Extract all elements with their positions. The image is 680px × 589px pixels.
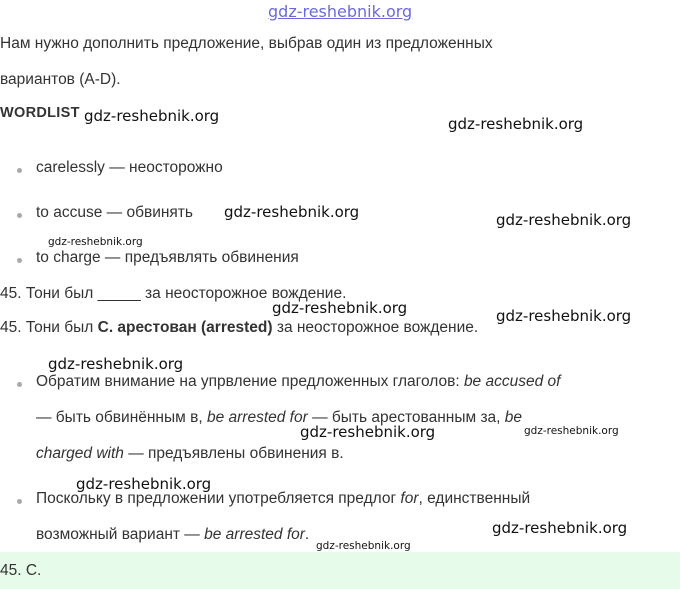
watermark: gdz-reshebnik.org (316, 540, 411, 552)
explanation-line (36, 445, 344, 463)
question-text: 45. Тони был _____ за неосторожное вождение. (0, 285, 347, 302)
watermark: gdz-reshebnik.org (272, 299, 408, 317)
watermark: gdz-reshebnik.org (76, 475, 212, 493)
wordlist-item: to charge — предъявлять обвинения (36, 249, 299, 266)
solution-suffix: за неосторожное вождение. (272, 319, 479, 336)
watermark: gdz-reshebnik.org (224, 203, 360, 221)
wordlist-heading: WORDLIST (0, 105, 80, 121)
bullet-dot-icon (17, 382, 22, 387)
explanation-text: — быть арестованным за, (307, 409, 505, 426)
explanation-text: Обратим внимание на упрвление предложенных глаголов: (36, 373, 464, 390)
explanation-line (36, 373, 560, 391)
watermark: gdz-reshebnik.org (84, 107, 220, 125)
explanation-text: — быть обвинённым в, (36, 409, 207, 426)
explanation-phrase: charged with (36, 445, 124, 462)
watermark-top-link[interactable]: gdz-reshebnik.org (268, 2, 413, 21)
explanation-line (36, 490, 530, 508)
bullet-dot-icon (17, 213, 22, 218)
bullet-dot-icon (17, 258, 22, 263)
watermark: gdz-reshebnik.org (492, 519, 628, 537)
final-answer: 45. C. (0, 562, 42, 579)
explanation-text: . (304, 526, 310, 543)
solution-answer: C. арестован (arrested) (97, 319, 273, 336)
intro-line-1: Нам нужно дополнить предложение, выбрав один из предложенных (0, 35, 493, 52)
explanation-phrase: be arrested for (204, 526, 305, 543)
explanation-text: Поскольку в предложении употребляется предлог (36, 490, 401, 507)
solution-prefix: 45. Тони был (0, 319, 98, 336)
wordlist-item: carelessly — неосторожно (36, 159, 223, 176)
watermark: gdz-reshebnik.org (300, 423, 436, 441)
explanation-text: возможный вариант — (36, 526, 205, 543)
explanation-phrase: be arrested for (206, 409, 308, 426)
explanation-line (36, 409, 522, 427)
bullet-dot-icon (17, 168, 22, 173)
intro-line-2: вариантов (A-D). (0, 71, 121, 88)
watermark: gdz-reshebnik.org (524, 425, 619, 437)
explanation-phrase: for (400, 490, 419, 507)
wordlist-item: to accuse — обвинять (36, 204, 193, 221)
explanation-phrase: be accused of (463, 373, 561, 390)
explanation-phrase: be (504, 409, 523, 426)
watermark: gdz-reshebnik.org (48, 355, 184, 373)
watermark: gdz-reshebnik.org (48, 236, 143, 248)
answer-bar (0, 552, 680, 589)
explanation-text: — предъявлены обвинения в. (123, 445, 344, 462)
watermark: gdz-reshebnik.org (448, 115, 584, 133)
solution-sentence (0, 319, 478, 337)
bullet-dot-icon (17, 499, 22, 504)
watermark: gdz-reshebnik.org (496, 211, 632, 229)
explanation-line (36, 526, 309, 544)
watermark: gdz-reshebnik.org (496, 307, 632, 325)
explanation-text: , единственный (418, 490, 531, 507)
